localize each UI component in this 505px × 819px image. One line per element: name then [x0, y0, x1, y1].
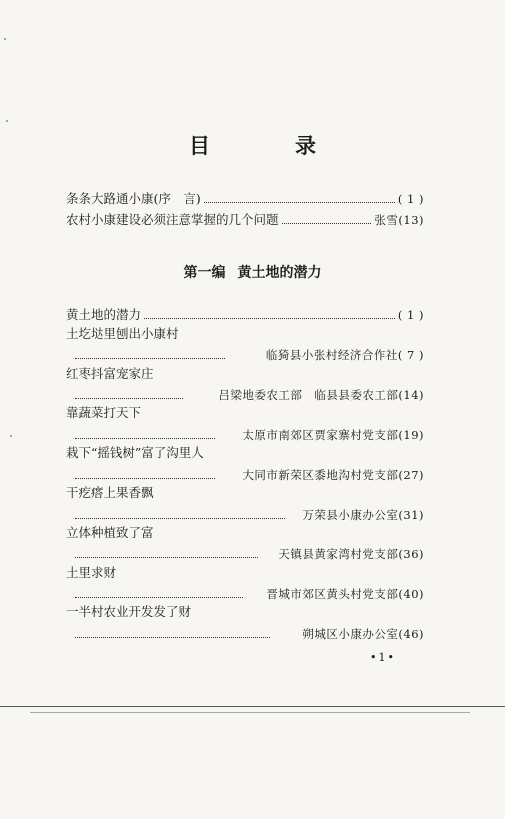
- dot-leader: [75, 546, 258, 558]
- toc-entry-subline: [66, 387, 424, 403]
- toc-entry-preface[interactable]: [66, 191, 424, 207]
- scan-speck: [6, 120, 8, 122]
- entry-page-ref: 张雪(13): [374, 213, 424, 227]
- entry-label: 农村小康建设必须注意掌握的几个问题: [66, 212, 279, 227]
- entry-label: 黄土地的潜力: [66, 307, 142, 322]
- toc-entry-subline: [66, 546, 424, 562]
- toc-entry-subline: [66, 586, 424, 602]
- dot-leader: [75, 387, 183, 399]
- page-title: 目 录: [189, 133, 348, 158]
- toc-entry-key-issues[interactable]: [66, 212, 424, 228]
- toc-entry-subline: [66, 427, 424, 443]
- entry-page-ref: 大同市新荣区黍地沟村党支部(27): [242, 468, 424, 482]
- dot-leader: [204, 191, 395, 203]
- entry-label[interactable]: 干疙瘩上果香飘: [66, 485, 154, 500]
- entry-page-ref: 临猗县小张村经济合作社( 7 ): [265, 348, 424, 362]
- toc-entry-subline: [66, 507, 424, 523]
- dot-leader: [75, 347, 225, 359]
- entry-label[interactable]: 一半村农业开发发了财: [66, 604, 192, 619]
- entry-page-ref: 晋城市郊区黄头村党支部(40): [266, 587, 424, 601]
- scan-speck: [4, 38, 6, 40]
- dot-leader: [75, 427, 215, 439]
- scan-speck: [10, 435, 12, 437]
- dot-leader: [75, 586, 243, 598]
- entry-label[interactable]: 红枣抖富宠家庄: [66, 366, 154, 381]
- entry-label[interactable]: 栽下“摇钱树”富了沟里人: [66, 445, 204, 460]
- toc-entry-subline: [66, 626, 424, 642]
- entry-label[interactable]: 土圪垯里刨出小康村: [66, 326, 179, 341]
- entry-page-ref: 天镇县黄家湾村党支部(36): [278, 547, 424, 561]
- entry-label[interactable]: 立体种植致了富: [66, 525, 154, 540]
- section-heading: [0, 262, 505, 282]
- dot-leader: [282, 212, 372, 224]
- toc-entry-subline: [66, 467, 424, 483]
- entry-page-ref: ( 1 ): [397, 308, 424, 322]
- dot-leader: [75, 626, 270, 638]
- dot-leader: [75, 507, 285, 519]
- scan-edge-line: [0, 706, 505, 707]
- section-number: 第一编: [183, 265, 226, 281]
- entry-page-ref: 朔城区小康办公室(46): [302, 627, 424, 641]
- entry-page-ref: 万荣县小康办公室(31): [302, 508, 424, 522]
- entry-label[interactable]: 靠蔬菜打天下: [66, 405, 142, 420]
- page-number: •1•: [370, 651, 396, 664]
- toc-entry[interactable]: [66, 307, 424, 323]
- entry-label: 条条大路通小康(序 言): [66, 191, 201, 206]
- section-title: 黄土地的潜力: [237, 265, 322, 281]
- dot-leader: [144, 307, 395, 319]
- toc-entry-subline: [66, 347, 424, 363]
- entry-label[interactable]: 土里求财: [66, 565, 117, 580]
- entry-page-ref: 太原市南郊区贾家寨村党支部(19): [242, 428, 424, 442]
- entry-page-ref: 吕梁地委农工部 临县县委农工部(14): [218, 388, 424, 402]
- scan-edge-line: [30, 712, 470, 713]
- dot-leader: [75, 467, 215, 479]
- entry-page-ref: ( 1 ): [397, 192, 424, 206]
